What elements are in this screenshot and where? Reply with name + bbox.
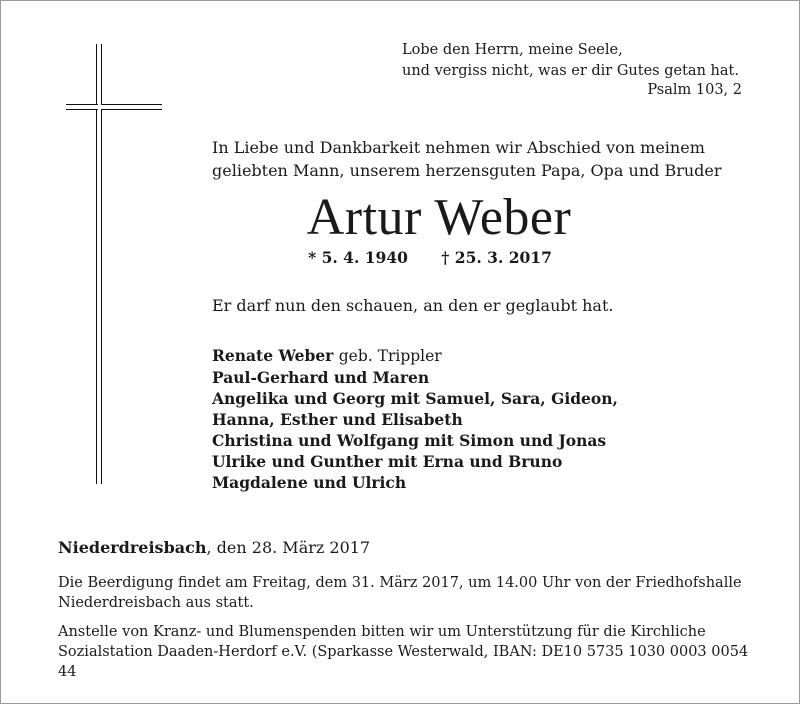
intro-text xyxy=(212,136,752,182)
bible-motto xyxy=(402,40,742,82)
cross-horizontal-beam xyxy=(66,104,162,110)
life-dates xyxy=(0,248,800,267)
mourner-line: Paul-Gerhard und Maren xyxy=(212,368,430,387)
mourner-line: Christina und Wolfgang mit Simon und Jonas xyxy=(212,431,607,450)
widow-name: Renate Weber xyxy=(212,346,334,365)
mourners-list xyxy=(212,345,618,493)
mourner-line: Magdalene und Ulrich xyxy=(212,473,407,492)
birth-date: * 5. 4. 1940 xyxy=(308,248,408,267)
donation-line: Anstelle von Kranz- und Blumenspenden bitten wir um Unterstützung für die Kirchliche xyxy=(58,624,706,640)
motto-line: und vergiss nicht, was er dir Gutes getan hat. xyxy=(402,63,739,79)
mourner-line xyxy=(212,345,618,367)
faith-quote: Er darf nun den schauen, an den er geglaubt hat. xyxy=(212,296,614,315)
donation-info xyxy=(58,622,758,682)
funeral-line: Die Beerdigung findet am Freitag, dem 31. März 2017, um 14.00 Uhr von der Friedhofshalle xyxy=(58,575,742,591)
deceased-name: Artur Weber xyxy=(306,189,572,246)
place-and-date xyxy=(58,538,370,557)
death-date: † 25. 3. 2017 xyxy=(441,248,552,267)
motto-line: Lobe den Herrn, meine Seele, xyxy=(402,42,623,58)
notice-date: , den 28. März 2017 xyxy=(206,538,371,557)
town-name: Niederdreisbach xyxy=(58,538,207,557)
intro-line: In Liebe und Dankbarkeit nehmen wir Abschied von meinem xyxy=(212,138,705,157)
widow-maiden-name: geb. Trippler xyxy=(338,347,442,365)
donation-line: Sozialstation Daaden-Herdorf e.V. (Sparkasse Westerwald, IBAN: DE10 5735 1030 0003 0054 44 xyxy=(58,644,749,680)
funeral-line: Niederdreisbach aus statt. xyxy=(58,595,254,611)
funeral-info xyxy=(58,573,758,613)
mourner-line: Ulrike und Gunther mit Erna und Bruno xyxy=(212,452,563,471)
mourner-line: Angelika und Georg mit Samuel, Sara, Gideon, xyxy=(212,389,618,408)
motto-reference: Psalm 103, 2 xyxy=(647,82,742,98)
mourner-line: Hanna, Esther und Elisabeth xyxy=(212,410,463,429)
intro-line: geliebten Mann, unserem herzensguten Papa, Opa und Bruder xyxy=(212,161,722,180)
